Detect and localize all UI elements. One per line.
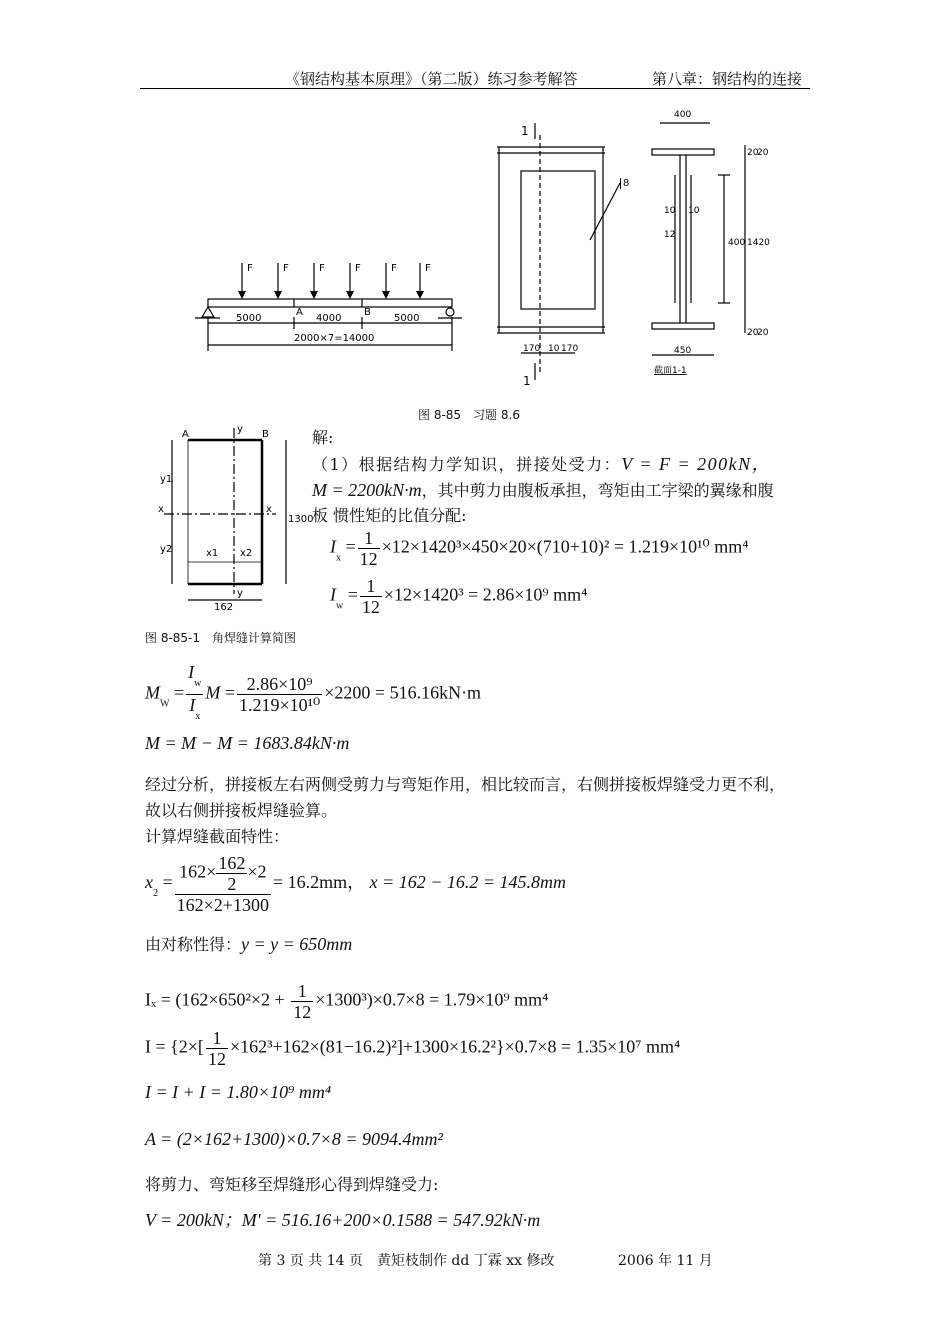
load-label: F: [391, 263, 397, 274]
symmetry-line: 由对称性得：y = y = 650mm: [145, 934, 353, 954]
bottom-dim: 170: [523, 344, 541, 354]
section-dim: 20: [747, 148, 759, 158]
section-dim: 450: [674, 346, 692, 356]
weld-label: A: [182, 429, 189, 440]
weld-label: y1: [160, 474, 173, 485]
beam-diagram: [190, 255, 470, 365]
section-dim: 20: [747, 328, 759, 338]
analysis-line2: 故以右侧拼接板焊缝验算。: [145, 801, 338, 820]
weld-label: B: [262, 429, 269, 440]
load-label: F: [283, 263, 289, 274]
eq-mw: $M_W$ = $\frac{I_w}{I_x}$ M = $\frac{\text{2.86×10⁹}}{\text{1.219×10¹⁰}}$ ×2200 = 516.16kN·m: [145, 662, 482, 722]
section-dim: 10: [688, 206, 700, 216]
section-dim: 12: [664, 230, 676, 240]
weld-label: x1: [206, 548, 219, 559]
bottom-dim: 10: [548, 344, 560, 354]
weld-label: 1300: [288, 514, 314, 525]
load-label: F: [247, 263, 253, 274]
load-label: F: [355, 263, 361, 274]
section-dim: 10: [664, 206, 676, 216]
section-title: 截面1-1: [654, 366, 687, 376]
section-dim: 400: [728, 238, 746, 248]
solution-title: 解:: [312, 428, 334, 447]
eq-x2-x1: $x_2$ = 162× $\frac{162}{2}$ ×2 162×2+1300 = 16.2mm， x = 162 − 16.2 = 145.8mm: [145, 853, 567, 915]
analysis-line1: 经过分析，拼接板左右两侧受剪力与弯矩作用，相比较而言，右侧拼接板焊缝受力更不利，: [145, 775, 786, 794]
section-dim: 20: [757, 328, 769, 338]
point-b-label: B: [364, 307, 371, 318]
footer-page-info: 第 3 页 共 14 页 黄矩枝制作 dd 丁霖 xx 修改: [258, 1253, 555, 1269]
solution-para2: M = 2200kN·m，其中剪力由腹板承担，弯矩由工字梁的翼缘和腹: [312, 480, 774, 500]
figure-8-85-caption: 图 8-85 习题 8.6: [418, 408, 520, 422]
section-dim: 400: [674, 110, 692, 120]
span-label: 5000: [236, 313, 262, 324]
splice-elevation-diagram: [485, 115, 615, 390]
section-dim: 1420: [747, 238, 770, 248]
weld-label: y: [237, 588, 243, 599]
weld-label: 162: [214, 602, 234, 613]
header-rule: [140, 88, 810, 89]
span-label: 4000: [316, 313, 342, 324]
eq-if: I = I + I = 1.80×10⁹ mm⁴: [145, 1082, 332, 1102]
weld-label: y: [237, 424, 243, 435]
solution-para1: （1）根据结构力学知识，拼接处受力：V = F = 200kN，: [312, 454, 772, 474]
load-label: F: [319, 263, 325, 274]
cross-section-diagram: [630, 105, 770, 385]
section-dim: 20: [757, 148, 769, 158]
eq-iy-weld: I = {2×[ $\frac{1}{12}$ ×162³+162×(81−16.2)²]+1300×16.2²}×0.7×8 = 1.35×10⁷ mm⁴: [145, 1028, 681, 1069]
eq-ix-beam: $I_x$ = $\frac{1}{12}$ ×12×1420³×450×20×(710+10)² = 1.219×10¹⁰ mm⁴: [330, 528, 749, 569]
span-label: 5000: [394, 313, 420, 324]
weld-label: x: [266, 504, 272, 515]
total-span-label: 2000×7=14000: [294, 333, 375, 344]
weld-label: y2: [160, 544, 173, 555]
solution-para3: 板 惯性矩的比值分配:: [312, 506, 467, 525]
point-a-label: A: [296, 307, 303, 318]
weld-label: x: [158, 504, 164, 515]
weld-label: x2: [240, 548, 253, 559]
footer-date: 2006 年 11 月: [618, 1253, 713, 1269]
eq-ix-weld: Iₓ = (162×650²×2 + $\frac{1}{12}$ ×1300³)×0.7×8 = 1.79×10⁹ mm⁴: [145, 981, 549, 1022]
chapter-title: 第八章：钢结构的连接: [652, 70, 803, 88]
section-mark-top: 1: [521, 124, 529, 138]
bottom-dim: 170: [561, 344, 579, 354]
section-props-intro: 计算焊缝截面特性：: [145, 827, 290, 846]
move-forces-line: 将剪力、弯矩移至焊缝形心得到焊缝受力:: [145, 1175, 439, 1194]
eq-mf: M = M − M = 1683.84kN·m: [145, 733, 350, 753]
book-title: 《钢结构基本原理》（第二版）练习参考解答: [285, 70, 578, 88]
section-mark-bottom: 1: [523, 374, 531, 388]
eq-v-m: V = 200kN；M' = 516.16+200×0.1588 = 547.92kN·m: [145, 1210, 541, 1230]
weld-calc-diagram: [150, 422, 314, 617]
eq-af: A = (2×162+1300)×0.7×8 = 9094.4mm²: [145, 1129, 443, 1149]
figure-8-85-1-caption: 图 8-85-1 角焊缝计算简图: [145, 631, 297, 645]
load-label: F: [425, 263, 431, 274]
eq-iw: $I_w$ = $\frac{1}{12}$ ×12×1420³ = 2.86×10⁹ mm⁴: [330, 576, 588, 617]
weld-size-label: 8: [620, 178, 629, 189]
